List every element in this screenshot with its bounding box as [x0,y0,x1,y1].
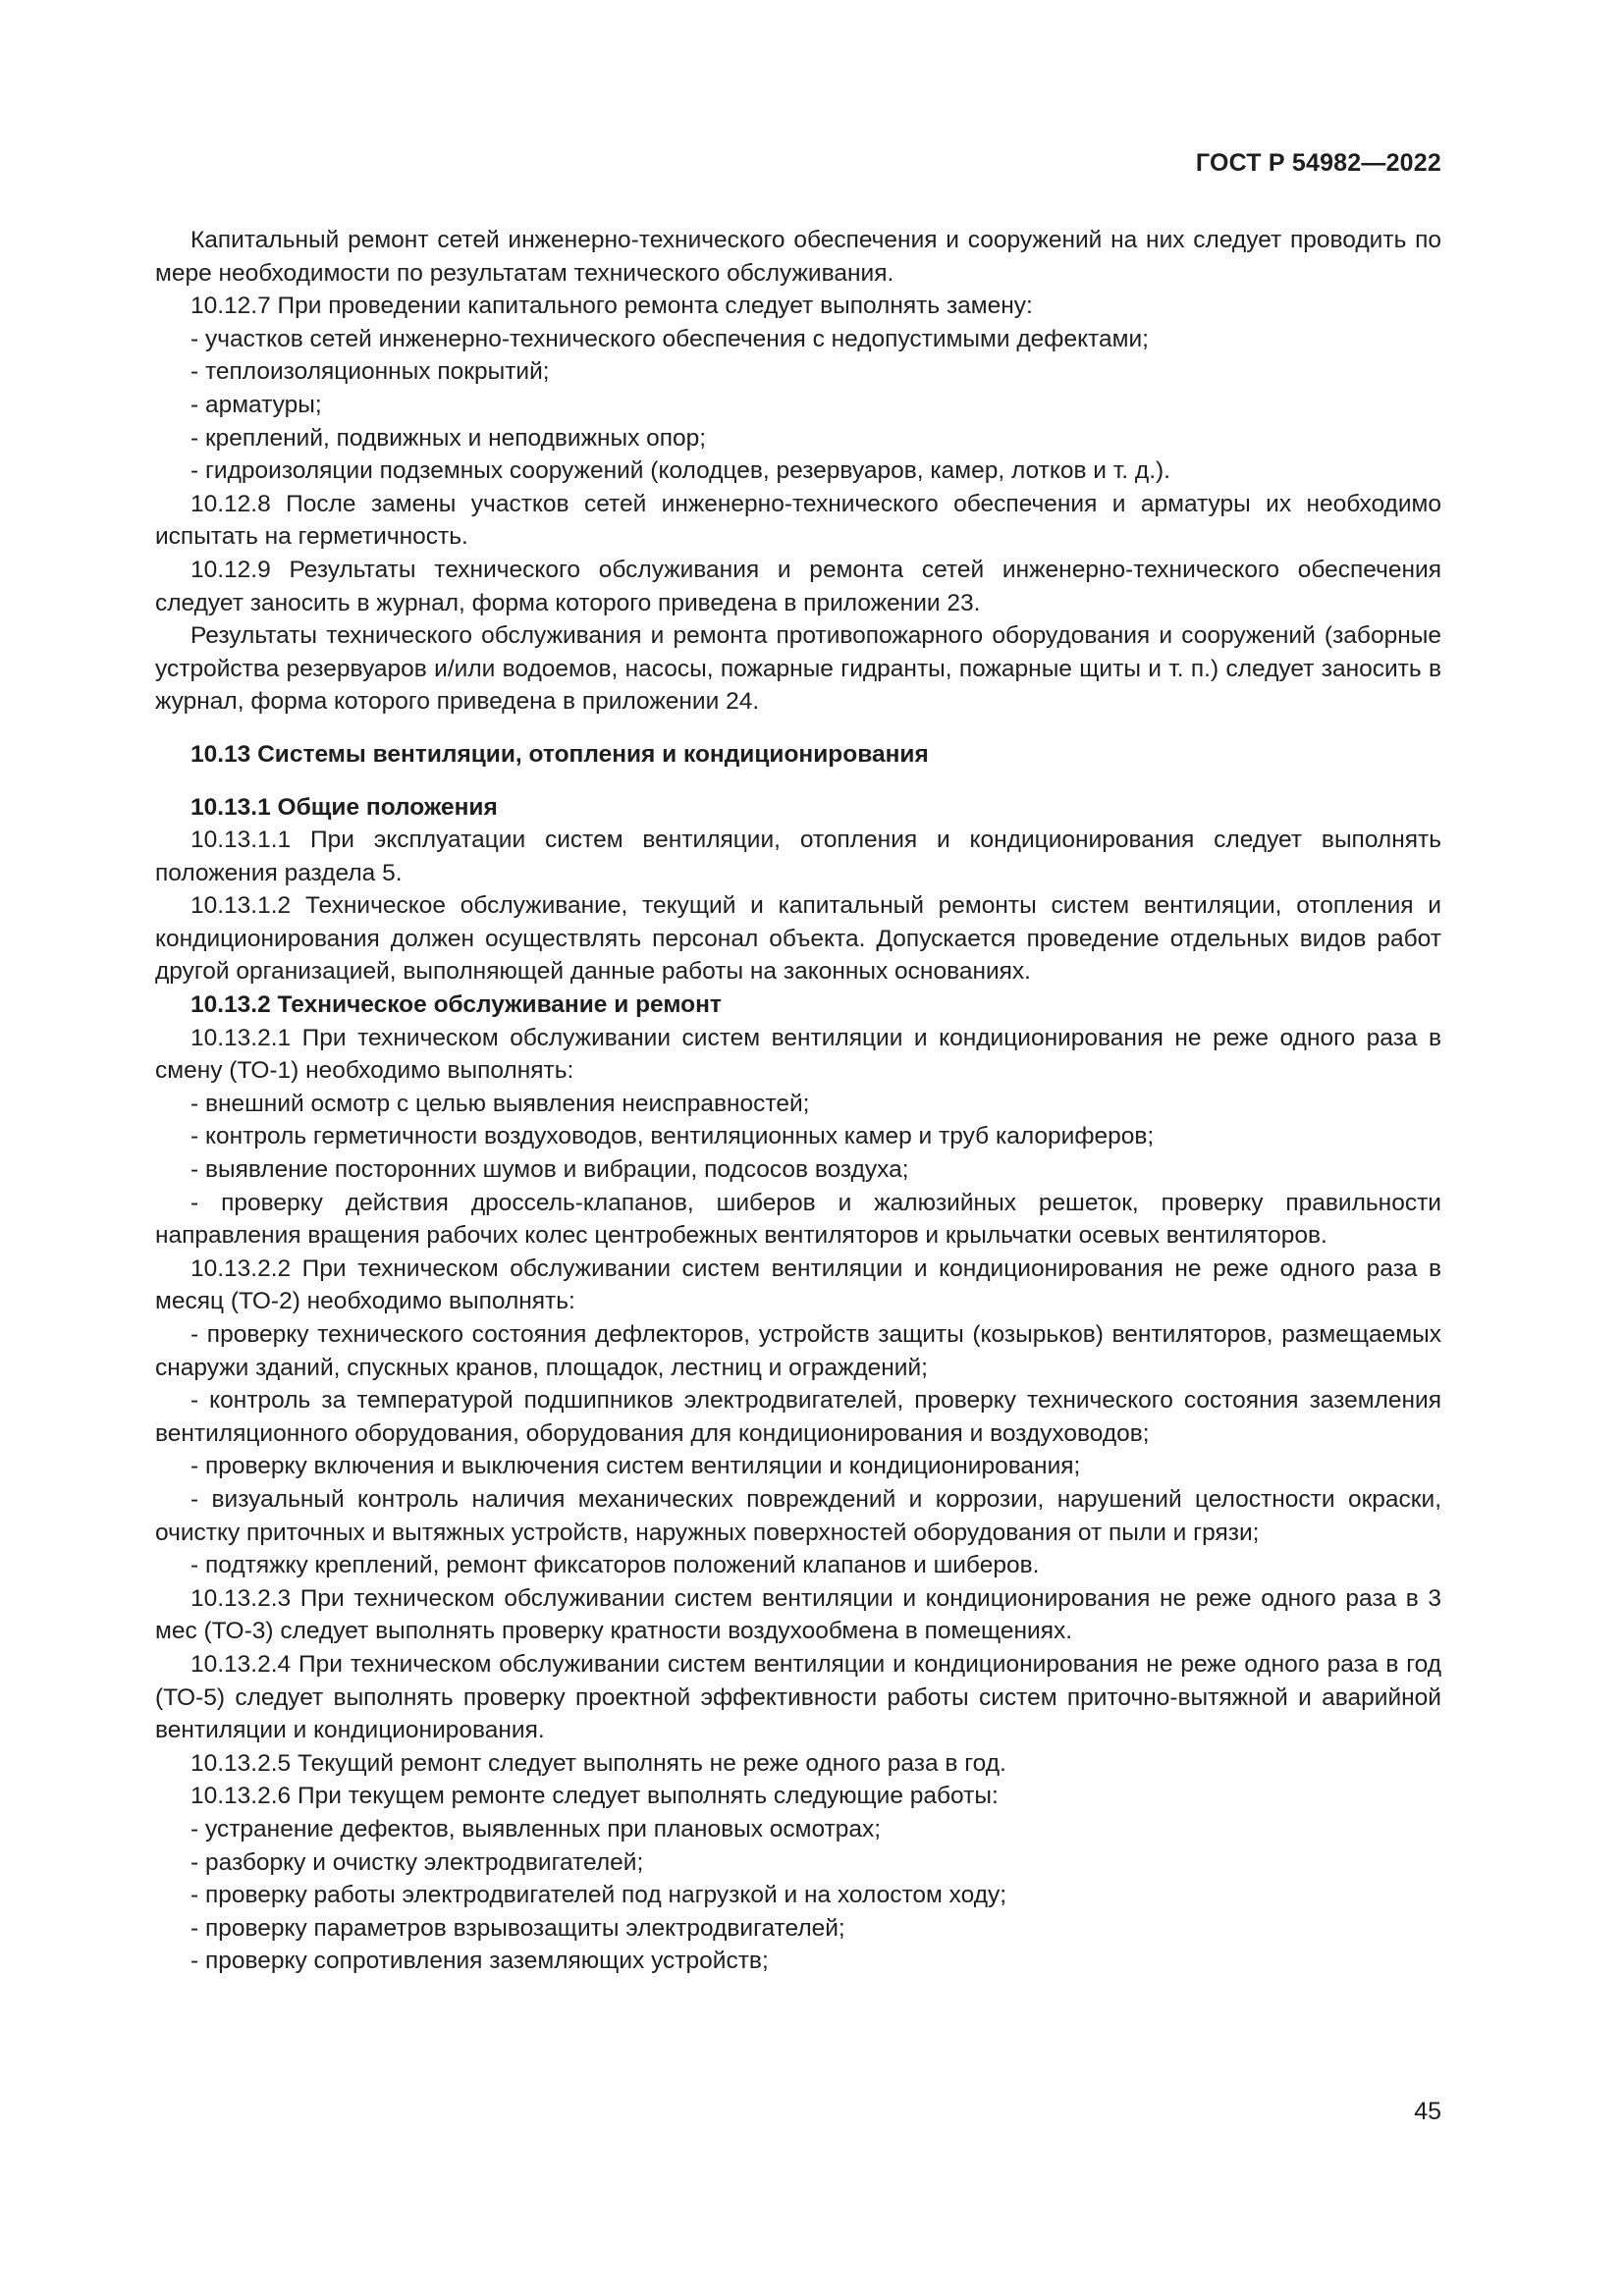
paragraph: 10.12.8 После замены участков сетей инженерно-технического обеспечения и арматуры их необходимо испытать на герметичность. [155,490,1441,551]
list-item: - участков сетей инженерно-технического обеспечения с недопустимыми дефектами; [190,325,1149,352]
list-item: - разборку и очистку электродвигателей; [190,1848,644,1876]
document-body [155,224,1441,1978]
paragraph: 10.12.7 При проведении капитального ремонта следует выполнять замену: [190,293,1033,320]
section-heading: 10.13 Системы вентиляции, отопления и кондиционирования [190,740,929,768]
list-item: - визуальный контроль наличия механических повреждений и коррозии, нарушений целостности окраски, очистку приточных и вытяжных устройств, наружных поверхностей оборудования от пыли и грязи; [155,1485,1441,1546]
paragraph: 10.13.2.3 При техническом обслуживании систем вентиляции и кондиционирования не реже одного раза в 3 мес (ТО-3) следует выполнять проверку кратности воздухообмена в помещениях. [155,1584,1441,1645]
subsection-heading: 10.13.1 Общие положения [190,793,498,821]
page-number: 45 [1414,2098,1441,2125]
list-item: - проверку включения и выключения систем вентиляции и кондиционирования; [190,1453,1081,1480]
list-item: - арматуры; [190,391,322,418]
list-item: - проверку сопротивления заземляющих устройств; [190,1948,769,1975]
list-item: - выявление посторонних шумов и вибрации, подсосов воздуха; [190,1156,909,1184]
paragraph: 10.13.2.5 Текущий ремонт следует выполнять не реже одного раза в год. [190,1749,1006,1777]
list-item: - креплений, подвижных и неподвижных опор; [190,424,707,452]
paragraph: 10.13.1.1 При эксплуатации систем вентиляции, отопления и кондиционирования следует выполнять положения раздела 5. [155,827,1441,886]
subsection-heading: 10.13.2 Техническое обслуживание и ремонт [190,991,722,1019]
list-item: - подтяжку креплений, ремонт фиксаторов положений клапанов и шиберов. [190,1552,1040,1579]
paragraph: 10.13.2.4 При техническом обслуживании систем вентиляции и кондиционирования не реже одного раза в год (ТО-5) следует выполнять проверку проектной эффективности работы систем приточно-вытяжной и аварийной вентиляции и кондиционирования. [155,1650,1441,1744]
paragraph: 10.12.9 Результаты технического обслуживания и ремонта сетей инженерно-технического обеспечения следует заносить в журнал, форма которого приведена в приложении 23. [155,556,1441,616]
list-item: - проверку технического состояния дефлекторов, устройств защиты (козырьков) вентиляторов, размещаемых снаружи зданий, спускных кранов, площадок, лестниц и ограждений; [155,1321,1441,1381]
list-item: - устранение дефектов, выявленных при плановых осмотрах; [190,1815,882,1842]
paragraph: Результаты технического обслуживания и ремонта противопожарного оборудования и сооружений (заборные устройства резервуаров и/или водоемов, насосы, пожарные гидранты, пожарные щиты и т. п.) следует заносить в журнал, форма которого приведена в приложении 24. [155,622,1441,716]
list-item: - контроль герметичности воздуховодов, вентиляционных камер и труб калориферов; [190,1123,1155,1150]
document-code-header: ГОСТ Р 54982—2022 [1195,149,1441,177]
list-item: - гидроизоляции подземных сооружений (колодцев, резервуаров, камер, лотков и т. д.). [190,457,1170,485]
list-item: - теплоизоляционных покрытий; [190,358,550,386]
list-item: - проверку действия дроссель-клапанов, шиберов и жалюзийных решеток, проверку правильности направления вращения рабочих колес центробежных вентиляторов и крыльчатки осевых вентиляторов. [155,1189,1441,1250]
paragraph: 10.13.2.6 При текущем ремонте следует выполнять следующие работы: [190,1783,999,1810]
paragraph: 10.13.2.1 При техническом обслуживании систем вентиляции и кондиционирования не реже одного раза в смену (ТО-1) необходимо выполнять: [155,1024,1441,1085]
paragraph: 10.13.1.2 Техническое обслуживание, текущий и капитальный ремонты систем вентиляции, отопления и кондиционирования должен осуществлять персонал объекта. Допускается проведение отдельных видов работ другой организацией, выполняющей данные работы на законных основаниях. [155,892,1441,986]
list-item: - внешний осмотр с целью выявления неисправностей; [190,1090,810,1117]
list-item: - проверку работы электродвигателей под нагрузкой и на холостом ходу; [190,1882,1007,1909]
paragraph: 10.13.2.2 При техническом обслуживании систем вентиляции и кондиционирования не реже одного раза в месяц (ТО-2) необходимо выполнять: [155,1255,1441,1315]
list-item: - проверку параметров взрывозащиты электродвигателей; [190,1914,845,1942]
paragraph: Капитальный ремонт сетей инженерно-технического обеспечения и сооружений на них следует проводить по мере необходимости по результатам технического обслуживания. [155,227,1441,287]
list-item: - контроль за температурой подшипников электродвигателей, проверку технического состояния заземления вентиляционного оборудования, оборудования для кондиционирования и воздуховодов; [155,1387,1441,1447]
